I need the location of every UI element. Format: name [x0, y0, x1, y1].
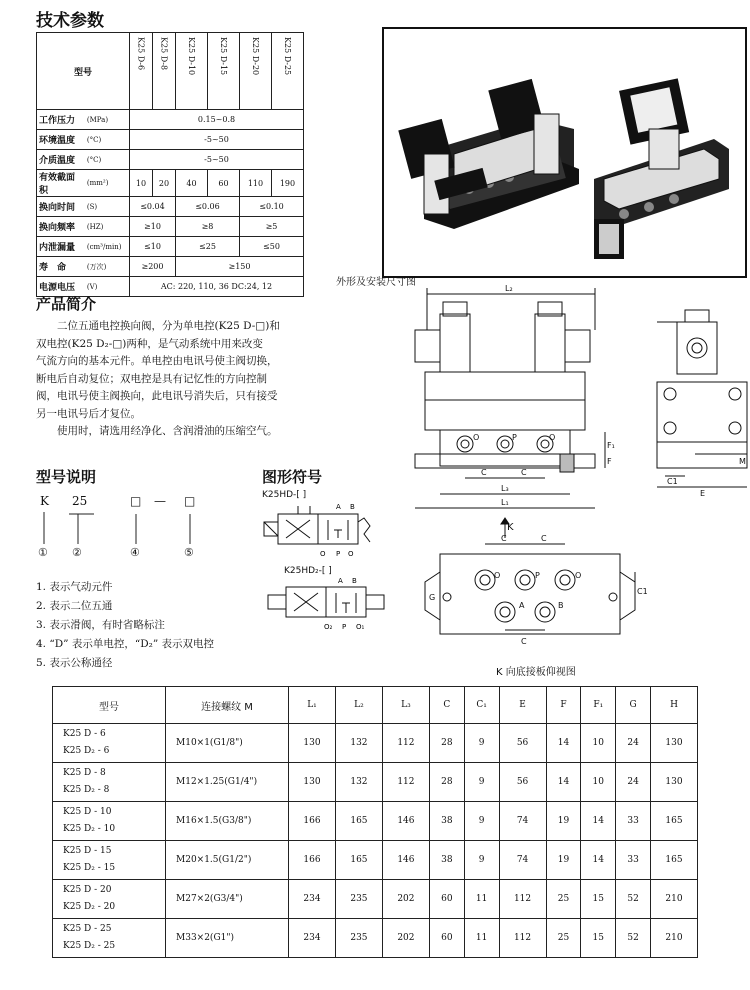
- spec-value: ≥8: [175, 217, 239, 237]
- dim-row: [53, 880, 698, 919]
- dim-value: 14: [546, 763, 581, 802]
- dim-g: G: [429, 593, 436, 602]
- dim-c: C: [521, 468, 527, 477]
- dim-model: K25 D - 10: [63, 807, 112, 817]
- spec-value: ≤0.06: [175, 197, 239, 217]
- spec-model-header: K25 D-25: [282, 37, 292, 76]
- dim-value: 165: [651, 841, 698, 880]
- spec-row-label: 换向频率: [37, 217, 85, 237]
- spec-header-row: [37, 33, 304, 110]
- dim-header: C: [429, 687, 464, 724]
- dim-value: 38: [429, 841, 464, 880]
- symbol-double-solenoid: [258, 575, 388, 635]
- dim-value: 9: [464, 841, 499, 880]
- spec-value: ≤10: [129, 237, 175, 257]
- intro-usage: 使用时，请选用经净化、含润滑油的压缩空气。: [57, 425, 278, 437]
- dim-l3: L₃: [501, 484, 509, 493]
- port-o: O: [575, 571, 582, 580]
- dim-header: L₃: [382, 687, 429, 724]
- spec-model-header: K25 D-6: [136, 37, 146, 71]
- dim-header: 型号: [53, 687, 166, 724]
- dim-header: E: [499, 687, 546, 724]
- spec-row-unit: (cm³/min): [85, 237, 130, 257]
- spec-row-label: 寿 命: [37, 257, 85, 277]
- svg-text:B: B: [350, 503, 355, 511]
- spec-value: ≤0.10: [239, 197, 303, 217]
- dim-value: 112: [499, 880, 546, 919]
- dim-header: L₂: [335, 687, 382, 724]
- spec-model-header: K25 D-10: [186, 37, 196, 76]
- dim-value: 132: [335, 724, 382, 763]
- dim-value: 52: [616, 880, 651, 919]
- intro-title: 产品简介: [36, 295, 97, 313]
- dim-l1: L₁: [501, 498, 509, 507]
- port-a: A: [519, 601, 525, 610]
- dimension-table: [52, 686, 698, 958]
- dim-value: 235: [335, 880, 382, 919]
- dim-value: 60: [429, 880, 464, 919]
- dim-model: K25 D₂ - 6: [63, 746, 110, 756]
- dim-model-cell: [53, 763, 166, 802]
- dim-value: 74: [499, 841, 546, 880]
- spec-row-label: 电源电压: [37, 277, 85, 297]
- spec-value: 40: [175, 170, 207, 197]
- dim-value: 38: [429, 802, 464, 841]
- dim-header: G: [616, 687, 651, 724]
- bottom-view-title: K 向底接板仰视图: [496, 667, 576, 678]
- dim-model: K25 D₂ - 10: [63, 824, 116, 834]
- intro-line: 气流方向的基本元件。单电控由电讯号使主阀切换，: [36, 355, 278, 367]
- dim-l2: L₂: [505, 284, 513, 293]
- spec-row-unit: (MPa): [85, 110, 130, 130]
- dim-value: 56: [499, 724, 546, 763]
- port-o: O: [549, 433, 556, 442]
- svg-text:O₂: O₂: [324, 623, 333, 631]
- dim-value: 146: [382, 841, 429, 880]
- legend-item: 3. 表示滑阀，有时省略标注: [36, 619, 165, 631]
- dim-value: 165: [335, 841, 382, 880]
- svg-text:B: B: [352, 577, 357, 585]
- dim-value: 210: [651, 919, 698, 958]
- symbol-double-label: K25HD₂-[ ]: [284, 566, 332, 576]
- spec-model-label: 型号: [37, 33, 130, 110]
- code-num-5: ⑤: [184, 546, 194, 559]
- dim-value: 74: [499, 802, 546, 841]
- intro-line: 阀，电讯号使主阀换向，此电讯号消失后，只有接受: [36, 390, 278, 402]
- dim-model-cell: [53, 841, 166, 880]
- intro-text: [36, 318, 366, 441]
- spec-value: ≥5: [239, 217, 303, 237]
- dim-header: C₁: [464, 687, 499, 724]
- dim-c1: C1: [667, 477, 678, 486]
- dim-header: 连接螺纹 M: [166, 687, 289, 724]
- port-p: P: [535, 571, 540, 580]
- dim-value: 210: [651, 880, 698, 919]
- spec-model-header: K25 D-20: [250, 37, 260, 76]
- dim-value: 24: [616, 763, 651, 802]
- code-num-4: ④: [130, 546, 140, 559]
- svg-text:O: O: [348, 550, 354, 558]
- dim-value: 202: [382, 880, 429, 919]
- dim-value: 132: [335, 763, 382, 802]
- svg-text:O₁: O₁: [356, 623, 365, 631]
- svg-text:O: O: [320, 550, 326, 558]
- code-part-k: K: [40, 494, 49, 508]
- dim-value: 235: [335, 919, 382, 958]
- model-code-diagram: [36, 494, 256, 564]
- dim-value: 33: [616, 802, 651, 841]
- dim-value: 130: [289, 724, 336, 763]
- dim-thread: M12×1.25(G1/4"): [166, 763, 289, 802]
- dim-value: 19: [546, 802, 581, 841]
- spec-row-unit: (V): [85, 277, 130, 297]
- dim-value: 25: [546, 880, 581, 919]
- spec-row-label: 换向时间: [37, 197, 85, 217]
- spec-row: [37, 150, 304, 170]
- spec-value: 110: [239, 170, 271, 197]
- dim-model: K25 D - 8: [63, 768, 106, 778]
- spec-row-unit: (万次): [85, 257, 130, 277]
- valve-photo-left: [398, 79, 579, 229]
- dim-value: 10: [581, 724, 616, 763]
- port-o: O: [473, 433, 480, 442]
- dim-model-cell: [53, 724, 166, 763]
- dim-value: 234: [289, 919, 336, 958]
- dim-row: [53, 763, 698, 802]
- dim-value: 112: [382, 763, 429, 802]
- dim-thread: M27×2(G3/4"): [166, 880, 289, 919]
- dim-value: 165: [335, 802, 382, 841]
- dim-model: K25 D₂ - 8: [63, 785, 110, 795]
- dim-value: 15: [581, 919, 616, 958]
- svg-text:A: A: [336, 503, 341, 511]
- legend-item: 1. 表示气动元件: [36, 581, 113, 593]
- symbol-single-solenoid: [258, 500, 378, 560]
- dim-header: F: [546, 687, 581, 724]
- dim-value: 52: [616, 919, 651, 958]
- dim-model: K25 D - 6: [63, 729, 106, 739]
- dim-value: 14: [581, 841, 616, 880]
- product-photo: [382, 27, 747, 278]
- spec-value: 60: [207, 170, 239, 197]
- model-explain-title: 型号说明: [36, 468, 97, 486]
- spec-value: ≥150: [175, 257, 303, 277]
- dim-model-cell: [53, 880, 166, 919]
- svg-text:A: A: [338, 577, 343, 585]
- dim-row: [53, 841, 698, 880]
- dim-value: 33: [616, 841, 651, 880]
- dim-thread: M33×2(G1"): [166, 919, 289, 958]
- spec-value: ≤50: [239, 237, 303, 257]
- spec-row: [37, 110, 304, 130]
- dim-value: 165: [651, 802, 698, 841]
- port-p: P: [512, 433, 517, 442]
- dim-value: 9: [464, 763, 499, 802]
- dim-value: 60: [429, 919, 464, 958]
- spec-row: [37, 237, 304, 257]
- spec-row-label: 介质温度: [37, 150, 85, 170]
- dim-row: [53, 724, 698, 763]
- code-part-25: 25: [72, 494, 88, 508]
- dim-value: 15: [581, 880, 616, 919]
- code-num-1: ①: [38, 546, 48, 559]
- port-b: B: [558, 601, 564, 610]
- spec-row-unit: (HZ): [85, 217, 130, 237]
- dim-thread: M16×1.5(G3/8"): [166, 802, 289, 841]
- dim-value: 130: [651, 724, 698, 763]
- dim-value: 112: [382, 724, 429, 763]
- dim-value: 112: [499, 919, 546, 958]
- outline-title: 外形及安装尺寸图: [336, 277, 416, 288]
- dim-c1: C1: [637, 587, 648, 596]
- dim-value: 166: [289, 841, 336, 880]
- k-view-label: K: [507, 522, 514, 533]
- dim-value: 202: [382, 919, 429, 958]
- spec-row: [37, 217, 304, 237]
- svg-text:P: P: [336, 550, 341, 558]
- dim-row: [53, 802, 698, 841]
- spec-row: [37, 257, 304, 277]
- spec-row-label: 工作压力: [37, 110, 85, 130]
- spec-row: [37, 197, 304, 217]
- dim-value: 10: [581, 763, 616, 802]
- dim-model: K25 D₂ - 20: [63, 902, 116, 912]
- spec-row-label: 内泄漏量: [37, 237, 85, 257]
- outline-drawing: [395, 282, 750, 657]
- dim-model: K25 D - 15: [63, 846, 112, 856]
- dim-model: K25 D - 20: [63, 885, 112, 895]
- dim-value: 130: [651, 763, 698, 802]
- dim-m: M: [739, 457, 746, 466]
- dim-value: 11: [464, 880, 499, 919]
- spec-value: 190: [271, 170, 303, 197]
- dim-value: 14: [581, 802, 616, 841]
- dim-value: 234: [289, 880, 336, 919]
- spec-value: 10: [129, 170, 152, 197]
- dim-value: 146: [382, 802, 429, 841]
- dim-header: F₁: [581, 687, 616, 724]
- code-num-2: ②: [72, 546, 82, 559]
- spec-row: [37, 170, 304, 197]
- spec-value: -5~50: [129, 150, 303, 170]
- symbol-single-label: K25HD-[ ]: [262, 490, 307, 500]
- dim-value: 56: [499, 763, 546, 802]
- spec-value: 20: [152, 170, 175, 197]
- spec-value: 0.15~0.8: [129, 110, 303, 130]
- dim-value: 24: [616, 724, 651, 763]
- code-part-dash: —: [154, 494, 166, 508]
- dim-value: 28: [429, 763, 464, 802]
- legend-item: 4. “D” 表示单电控，“D₂” 表示双电控: [36, 638, 215, 650]
- dim-f: F: [607, 457, 612, 466]
- intro-line: 另一电讯号后才复位。: [36, 407, 141, 420]
- intro-line: 双电控(K25 D₂-□)两种，是气动系统中用来改变: [36, 337, 263, 350]
- dim-c: C: [541, 534, 547, 543]
- dim-c: C: [501, 534, 507, 543]
- dim-value: 19: [546, 841, 581, 880]
- spec-row-label: 有效截面积: [37, 170, 85, 197]
- dim-model-cell: [53, 802, 166, 841]
- spec-row-unit: (°C): [85, 130, 130, 150]
- svg-text:P: P: [342, 623, 347, 631]
- dim-e: E: [700, 489, 706, 498]
- dim-model-cell: [53, 919, 166, 958]
- dim-value: 11: [464, 919, 499, 958]
- valve-photo-right: [594, 78, 729, 259]
- spec-row-unit: (mm²): [85, 170, 130, 197]
- dim-f1: F₁: [607, 441, 615, 450]
- dim-value: 28: [429, 724, 464, 763]
- dim-model: K25 D₂ - 25: [63, 941, 116, 951]
- dim-value: 166: [289, 802, 336, 841]
- dim-model: K25 D - 25: [63, 924, 112, 934]
- dim-value: 25: [546, 919, 581, 958]
- legend-item: 5. 表示公称通径: [36, 657, 113, 669]
- dim-row: [53, 919, 698, 958]
- dim-value: 130: [289, 763, 336, 802]
- spec-value: -5~50: [129, 130, 303, 150]
- dim-header: L₁: [289, 687, 336, 724]
- spec-value: ≥200: [129, 257, 175, 277]
- dim-thread: M20×1.5(G1/2"): [166, 841, 289, 880]
- dim-model: K25 D₂ - 15: [63, 863, 116, 873]
- spec-row-unit: (°C): [85, 150, 130, 170]
- dim-c: C: [521, 637, 527, 646]
- spec-value: ≥10: [129, 217, 175, 237]
- symbol-title: 图形符号: [262, 468, 323, 486]
- legend-item: 2. 表示二位五通: [36, 600, 113, 612]
- spec-value: ≤25: [175, 237, 239, 257]
- port-o: O: [494, 571, 501, 580]
- spec-row-unit: (S): [85, 197, 130, 217]
- intro-line: 断电后自动复位；双电控是具有记忆性的方向控制: [36, 372, 267, 385]
- dim-value: 14: [546, 724, 581, 763]
- spec-model-header: K25 D-15: [218, 37, 228, 76]
- spec-value: AC: 220, 110, 36 DC:24, 12: [129, 277, 303, 297]
- dim-header: H: [651, 687, 698, 724]
- spec-table: [36, 32, 304, 297]
- dim-thread: M10×1(G1/8"): [166, 724, 289, 763]
- dim-c: C: [481, 468, 487, 477]
- intro-line: 二位五通电控换向阀，分为单电控(K25 D-□)和: [57, 320, 280, 332]
- dim-value: 9: [464, 724, 499, 763]
- spec-model-header: K25 D-8: [159, 37, 169, 71]
- spec-row-label: 环境温度: [37, 130, 85, 150]
- spec-value: ≤0.04: [129, 197, 175, 217]
- dim-value: 9: [464, 802, 499, 841]
- code-part-box2: □: [184, 494, 196, 508]
- code-part-box1: □: [130, 494, 142, 508]
- tech-params-title: 技术参数: [36, 11, 104, 31]
- spec-row: [37, 130, 304, 150]
